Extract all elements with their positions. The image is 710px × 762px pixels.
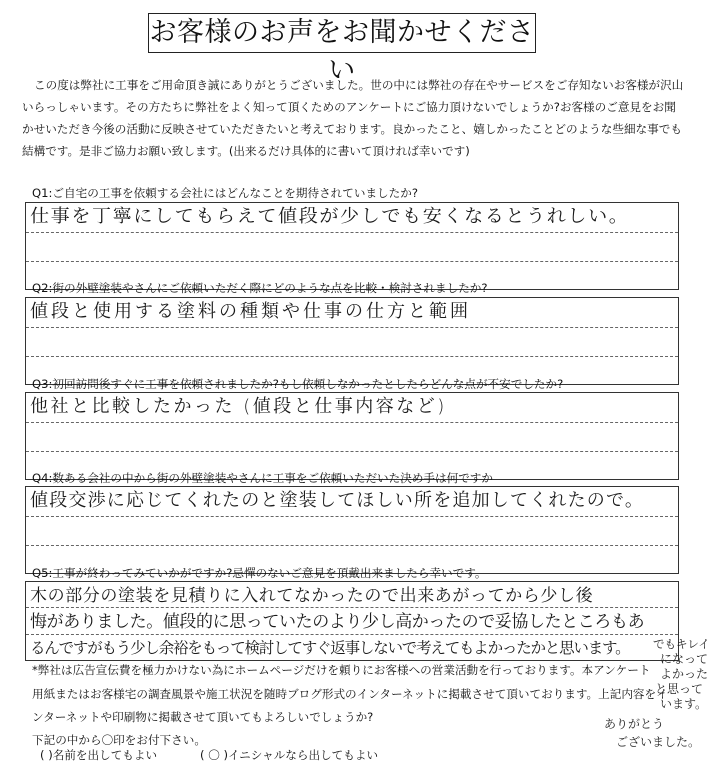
intro-paragraph: この度は弊社に工事をご用命頂き誠にありがとうございました。世の中には弊社の存在やサービスをご存知ないお客様が沢山いらっしゃいます。その方たちに弊社をよく知って頂くためのアンケートにご協力頂けないでしょうか?お客様のご意見をお聞かせいただき今後の活動に反映させていただきたいと考えております。良かったこと、嬉しかったことどのような些細な事でも結構です。是非ご協力お願い致します。(出来るだけ具体的に書いて頂ければ幸いです) [22, 78, 684, 158]
answer-5-line-2: 悔がありました。値段的に思っていたのより少し高かったので妥協したところもあ [30, 612, 645, 632]
publication-note-line-3: ンターネットや印刷物に掲載させて頂いてもよろしいでしょうか? [32, 710, 374, 724]
question-1-label: Q1:ご自宅の工事を依頼する会社にはどんなことを期待されていましたか? [32, 186, 418, 200]
answer-box-5 [25, 581, 679, 661]
answer-box-4 [25, 486, 679, 574]
option-name-ok: ( )名前を出してもよい [40, 748, 158, 762]
publication-note-line-2: 用紙またはお客様宅の調査風景や施工状況を随時ブログ形式のインターネットに掲載させて頂いております。上記内容をイ [32, 687, 668, 701]
answer-2-line-1: 値段と使用する塗料の種類や仕事の仕方と範囲 [30, 301, 471, 322]
answer-1-line-1: 仕事を丁寧にしてもらえて値段が少しでも安くなるとうれしい。 [30, 206, 630, 227]
margin-note-line-5: います。 [660, 697, 708, 711]
selection-instruction: 下記の中から〇印をお付下さい。 [32, 733, 206, 747]
answer-4-line-1: 値段交渉に応じてくれたのと塗装してほしい所を追加してくれたので。 [30, 490, 645, 511]
answer-5-line-1: 木の部分の塗装を見積りに入れてなかったので出来あがってから少し後 [30, 586, 594, 606]
margin-note-line-3: よかった [660, 667, 709, 681]
answer-5-line-3: るんですがもう少し余裕をもって検討してすぐ返事しないで考えてもよかったかと思います。 [30, 639, 630, 657]
question-5-label: Q5:工事が終わってみていかがですか?忌憚のないご意見を頂戴出来ましたら幸いです。 [32, 566, 487, 580]
margin-note-line-1: でもキレイ [653, 637, 710, 651]
publication-note-line-1: *弊社は広告宣伝費を極力かけない為にホームページだけを頼りにお客様への営業活動を行っております。本アンケート [32, 663, 651, 677]
margin-thanks-line-2: ございました。 [616, 735, 701, 749]
answer-box-3 [25, 392, 679, 480]
answer-box-1 [25, 202, 679, 290]
question-4-label: Q4:数ある会社の中から街の外壁塗装やさんに工事をご依頼いただいた決め手は何ですか [32, 471, 493, 485]
margin-note-line-2: になって [660, 652, 709, 666]
question-3-label: Q3:初回訪問後すぐに工事を依頼されましたか?もし依頼しなかったとしたらどんな点が不安でしたか? [32, 377, 564, 391]
answer-box-2 [25, 297, 679, 385]
margin-thanks-line-1: ありがとう [604, 717, 665, 731]
page-title: お客様のお声をお聞かせください [148, 13, 536, 53]
question-2-label: Q2:街の外壁塗装やさんにご依頼いただく際にどのような点を比較・検討されましたか? [32, 281, 488, 295]
margin-note-line-4: と思って [655, 682, 704, 696]
answer-3-line-1: 他社と比較したかった (値段と仕事内容など) [30, 396, 447, 417]
option-initials-ok: ( 〇 )イニシャルなら出してもよい [200, 748, 379, 762]
